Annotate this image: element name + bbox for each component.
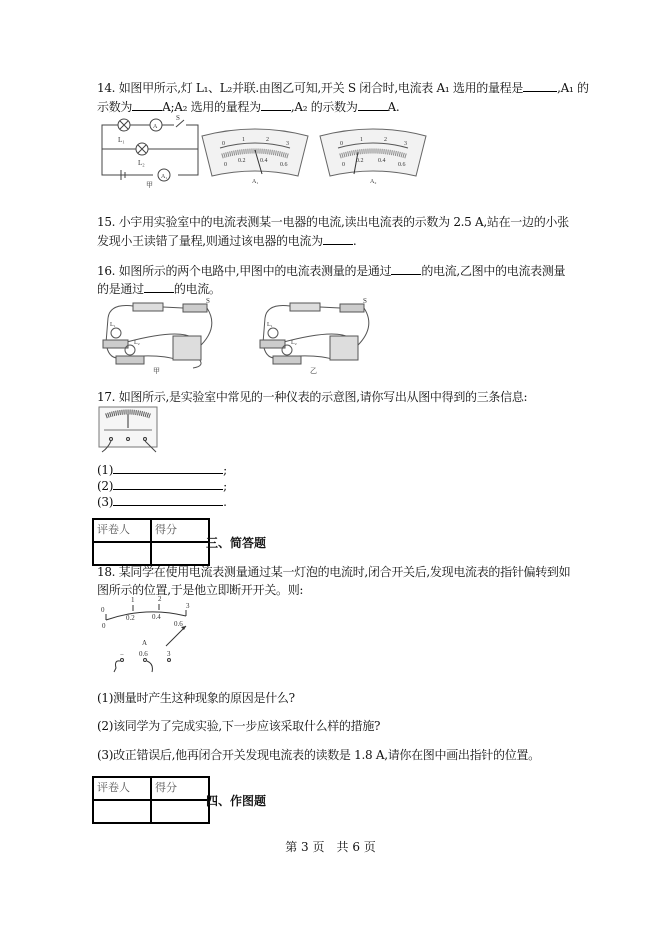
tick-label: 0: [340, 141, 343, 147]
l1-label: L₁: [118, 136, 125, 144]
switch-label: S: [206, 297, 210, 305]
tick-label: 0.2: [356, 158, 364, 164]
q16-line1: [97, 262, 565, 279]
q17-item-3: [97, 493, 227, 510]
tick-label: 3: [186, 602, 190, 610]
tick-label: 0: [224, 162, 227, 168]
tick-label: 0.6: [280, 162, 288, 168]
section-title-3: 三、简答题: [206, 536, 267, 550]
tick-label: 0: [101, 606, 105, 614]
item-number: (1): [97, 463, 114, 477]
l2-label: L₂: [291, 340, 297, 346]
q18-line1: 18. 某同学在使用电流表测量通过某一灯泡的电流时,闭合开关后,发现电流表的指针偏转到如: [97, 565, 571, 579]
q17-blank-3[interactable]: [113, 493, 223, 506]
q14-blank-2[interactable]: [132, 98, 162, 111]
score-header: 得分: [151, 777, 209, 800]
q14-blank-3[interactable]: [261, 98, 291, 111]
a1-label: A₁: [252, 179, 259, 185]
q14-text: ,A₁ 的: [557, 81, 589, 95]
q16-blank-2[interactable]: [144, 280, 174, 293]
tick-label: 1: [131, 596, 135, 604]
q15-line1: 15. 小宇用实验室中的电流表测某一电器的电流,读出电流表的示数为 2.5 A,站在一边的小张: [97, 215, 569, 229]
circuit-jia: [98, 298, 218, 373]
a2-label: A₂: [370, 179, 377, 185]
q16-text: 的电流,乙图中的电流表测量: [421, 264, 566, 278]
tick-label: 2: [266, 137, 269, 143]
q16-text: 的电流。: [173, 282, 221, 296]
q15-text: 发现小王读错了量程,则通过该电器的电流为: [97, 234, 323, 248]
l2-label: L₂: [134, 340, 140, 346]
tick-label: 0: [222, 141, 225, 147]
ammeter-label: A: [142, 639, 148, 647]
q16-text: 16. 如图所示的两个电路中,甲图中的电流表测量的是通过: [97, 264, 392, 278]
reviewer-cell[interactable]: [93, 800, 151, 823]
tick-label: 2: [384, 137, 387, 143]
score-table-3: [92, 518, 210, 566]
tick-label: 0.6: [174, 620, 183, 628]
q18-ammeter-figure: [96, 595, 196, 676]
figure-label-jia: 甲: [146, 181, 153, 189]
q16-text: 的是通过: [97, 282, 144, 296]
score-header: 得分: [151, 519, 209, 542]
tick-label: 0: [102, 622, 106, 630]
q16-blank-1[interactable]: [391, 262, 421, 275]
q17-blank-2[interactable]: [113, 477, 223, 490]
q16-line2: [97, 280, 221, 297]
q14-text: 示数为: [97, 100, 133, 114]
terminal-label: 0.6: [139, 650, 148, 658]
ammeter-label: A₁: [161, 174, 168, 180]
punct: ;: [223, 479, 227, 493]
tick-label: 0.6: [398, 162, 406, 168]
score-cell[interactable]: [151, 542, 209, 565]
reviewer-cell[interactable]: [93, 542, 151, 565]
tick-label: 0.4: [260, 158, 268, 164]
figure-label-jia: 甲: [153, 367, 160, 375]
page-footer: 第 3 页 共 6 页: [285, 840, 376, 854]
item-number: (3): [97, 495, 114, 509]
switch-label: S: [363, 297, 367, 305]
figure-label-yi: 乙: [310, 367, 317, 375]
punct: .: [223, 495, 227, 509]
tick-label: 0: [342, 162, 345, 168]
switch-label: S: [176, 114, 180, 122]
q15-blank[interactable]: [323, 232, 353, 245]
q14-line2: [97, 98, 399, 115]
q18-sub2: (2)该同学为了完成实验,下一步应该采取什么样的措施?: [97, 719, 381, 733]
q14-line1: [97, 79, 589, 96]
q14-blank-1[interactable]: [523, 79, 557, 92]
tick-label: 0.2: [126, 614, 135, 622]
tick-label: 1: [360, 137, 363, 143]
tick-label: 0.2: [238, 158, 246, 164]
l2-label: L₂: [138, 159, 145, 167]
item-number: (2): [97, 479, 114, 493]
q17-line1: 17. 如图所示,是实验室中常见的一种仪表的示意图,请你写出从图中得到的三条信息:: [97, 390, 528, 404]
tick-label: 0.4: [152, 613, 161, 621]
q14-text: 14. 如图甲所示,灯 L₁、L₂并联.由图乙可知,开关 S 闭合时,电流表 A₁ 选用的量程是: [97, 81, 524, 95]
q18-sub1: (1)测量时产生这种现象的原因是什么?: [97, 691, 295, 705]
circuit-yi: [255, 298, 375, 373]
l1-label: L₁: [267, 322, 273, 328]
q14-text: A;A₂ 选用的量程为: [162, 100, 261, 114]
q15-text: .: [352, 234, 357, 248]
section-title-4: 四、作图题: [206, 794, 267, 808]
l1-label: L₁: [110, 322, 116, 328]
terminal-label: 3: [167, 650, 171, 658]
reviewer-header: 评卷人: [93, 519, 151, 542]
q18-sub3: (3)改正错误后,他再闭合开关发现电流表的读数是 1.8 A,请你在图中画出指针的位置。: [97, 748, 540, 762]
ammeter-label: A: [153, 124, 158, 130]
q14-blank-4[interactable]: [358, 98, 388, 111]
tick-label: 2: [158, 595, 162, 603]
tick-label: 0.4: [378, 158, 386, 164]
reviewer-header: 评卷人: [93, 777, 151, 800]
q14-circuit-diagram: [98, 115, 208, 187]
q17-ammeter-figure: [98, 406, 160, 452]
q15-line2: [97, 232, 356, 249]
q18-line2: 图所示的位置,于是他立即断开开关。则:: [97, 583, 304, 597]
q14-text: A.: [387, 100, 400, 114]
score-table-4: [92, 776, 210, 824]
punct: ;: [223, 463, 227, 477]
terminal-label: −: [120, 651, 124, 659]
q17-blank-1[interactable]: [113, 461, 223, 474]
tick-label: 1: [242, 137, 245, 143]
q14-text: ,A₂ 的示数为: [290, 100, 358, 114]
tick-label: 3: [404, 141, 407, 147]
score-cell[interactable]: [151, 800, 209, 823]
q17-item-2: [97, 477, 227, 494]
q17-item-1: [97, 461, 227, 478]
tick-label: 3: [286, 141, 289, 147]
